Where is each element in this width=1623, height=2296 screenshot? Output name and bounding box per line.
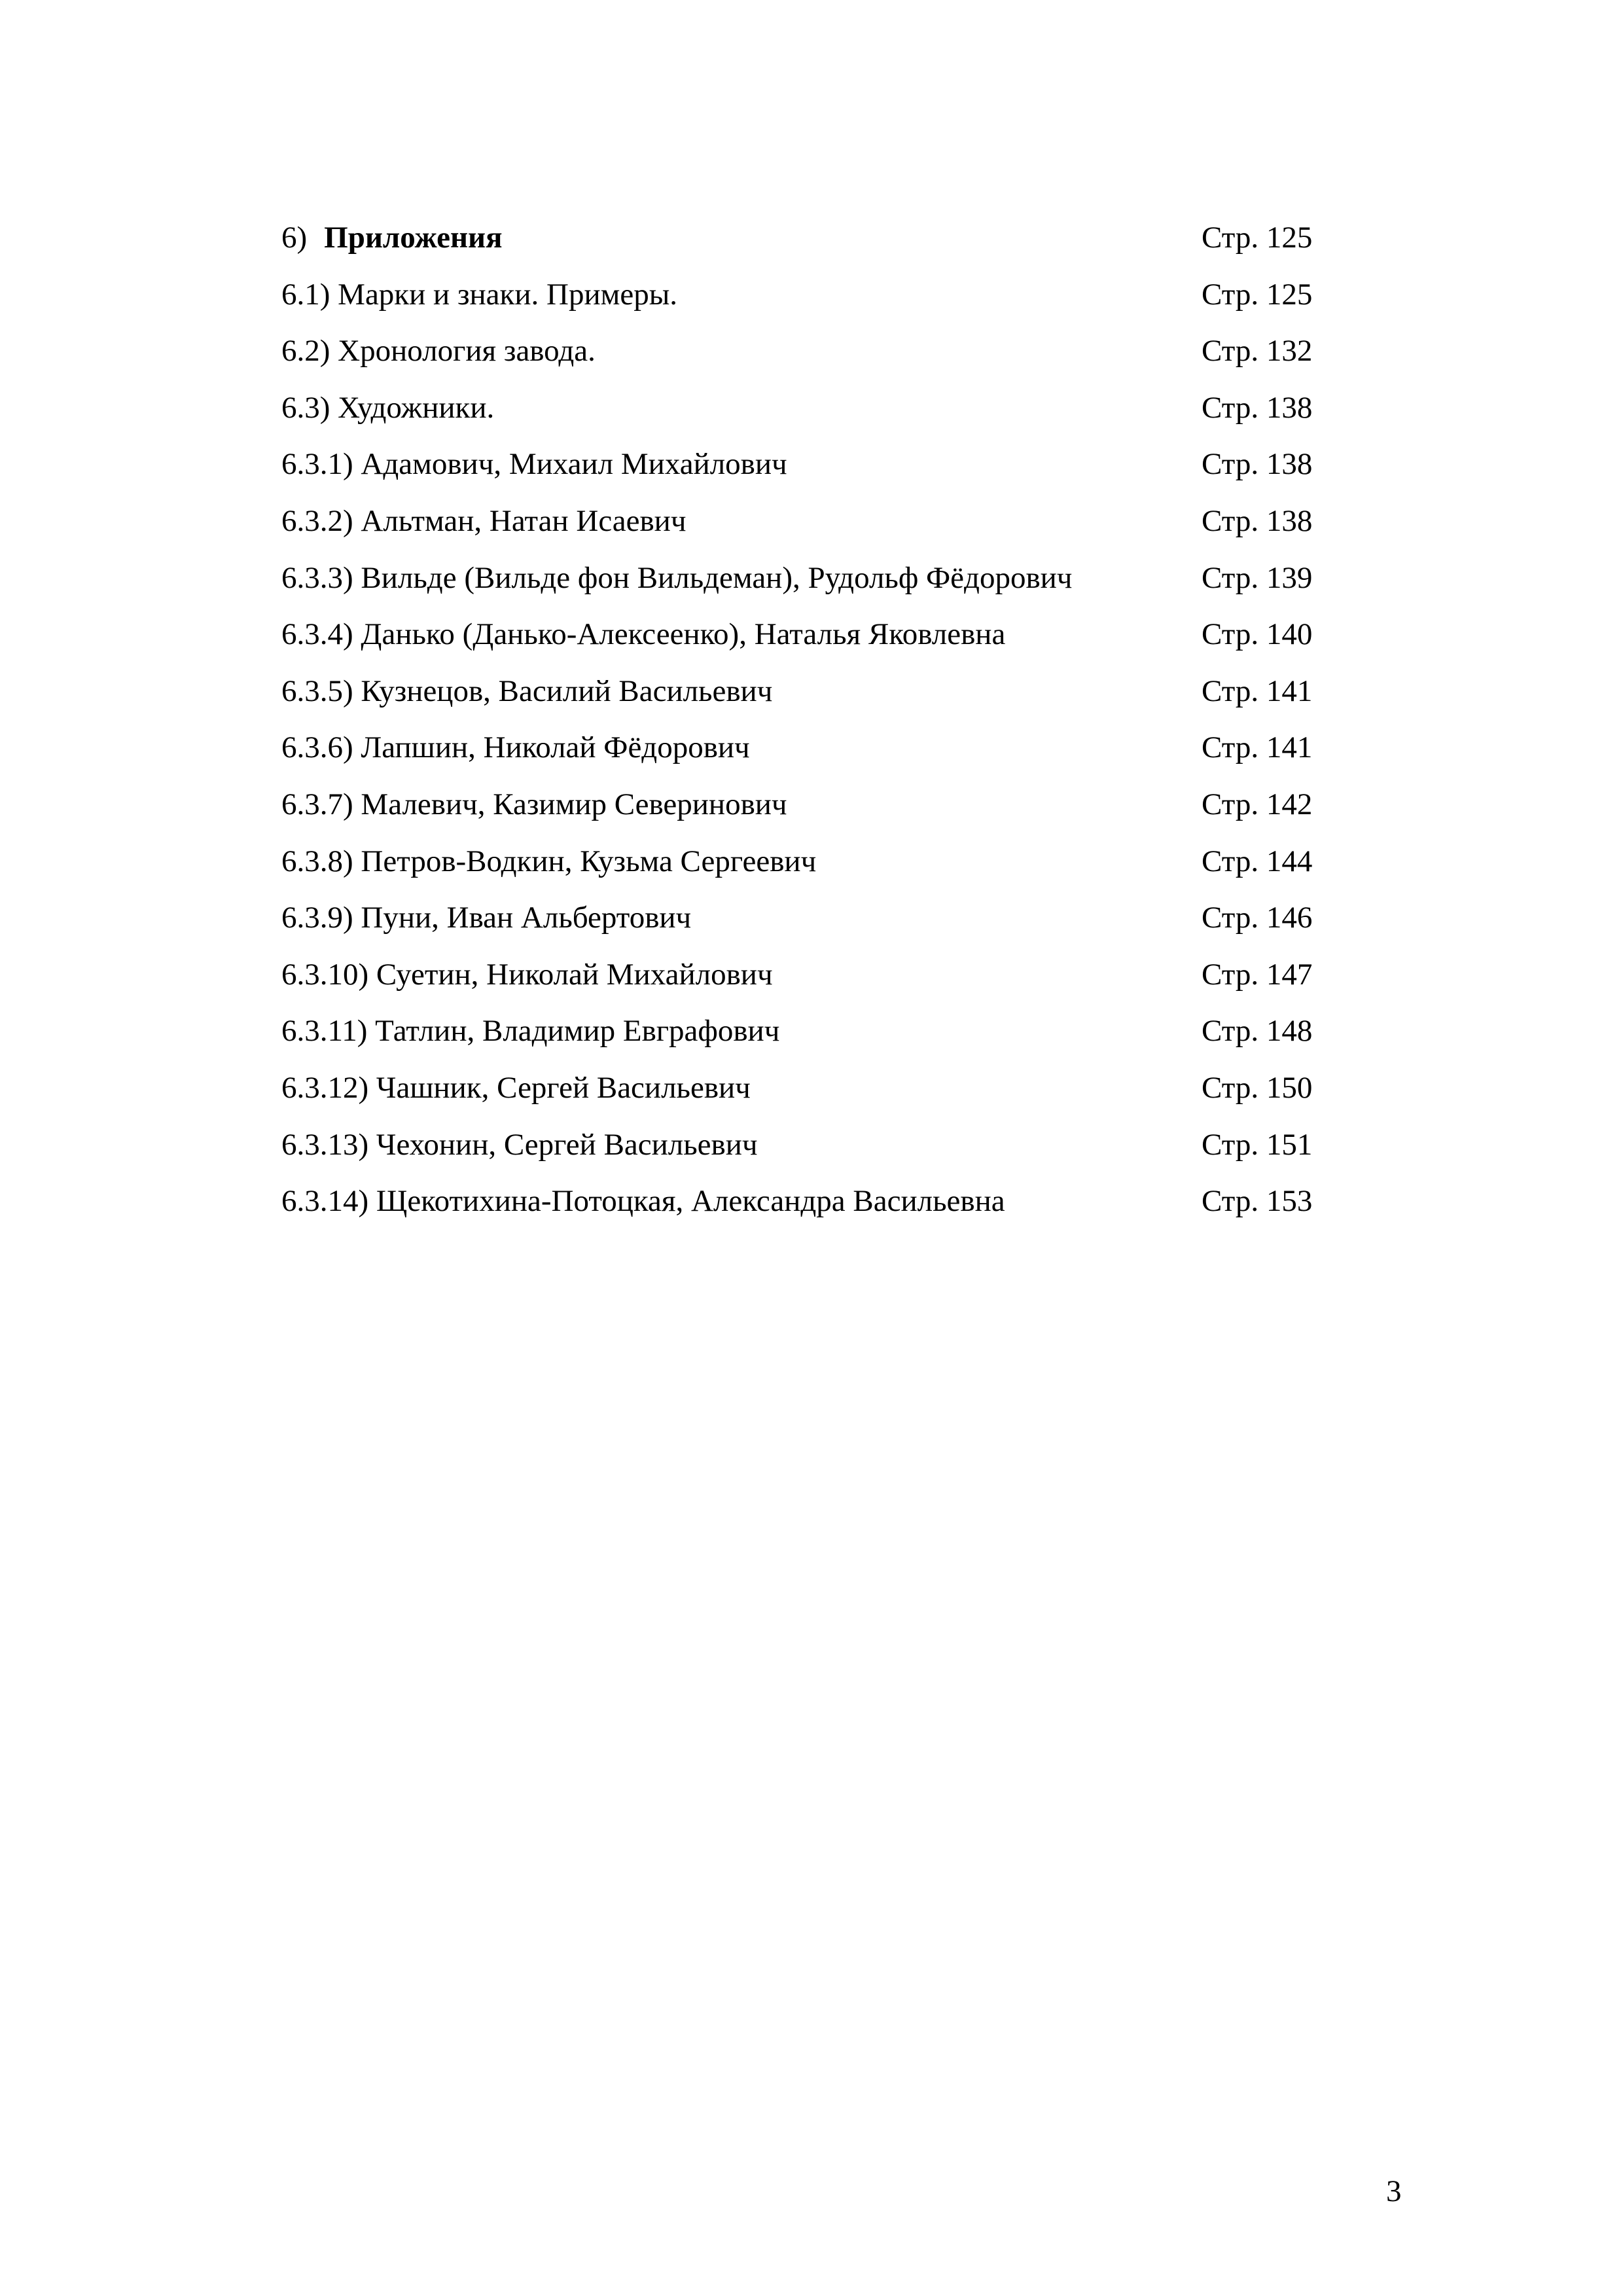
toc-entry-title <box>281 606 1005 663</box>
toc-entry-page: Стр. 138 <box>1202 447 1313 482</box>
toc-entry-title <box>281 889 691 946</box>
toc-entry-number: 6.3.4) <box>281 617 353 652</box>
toc-entry <box>281 380 1342 437</box>
toc-entry-title <box>281 776 787 833</box>
toc-entry <box>281 663 1342 720</box>
toc-entry-number: 6.3.6) <box>281 730 353 765</box>
toc-entry-page: Стр. 153 <box>1202 1184 1313 1219</box>
toc-entry <box>281 1003 1342 1060</box>
toc-entry-title <box>281 833 816 890</box>
toc-entry-page: Стр. 142 <box>1202 787 1313 821</box>
toc-entry-text: Петров-Водкин, Кузьма Сергеевич <box>361 844 817 878</box>
toc-entry-number: 6.3) <box>281 390 330 425</box>
toc-entry-title <box>281 1003 779 1060</box>
toc-entry-page: Стр. 150 <box>1202 1070 1313 1105</box>
toc-entry-page: Стр. 141 <box>1202 673 1313 708</box>
toc-entry-title <box>281 946 773 1003</box>
toc-entry-page: Стр. 146 <box>1202 901 1313 935</box>
toc-entry-text: Татлин, Владимир Евграфович <box>375 1014 780 1049</box>
toc-entry-number: 6) <box>281 221 308 255</box>
toc-entry-number: 6.3.13) <box>281 1127 369 1162</box>
toc-entry-title <box>281 719 750 776</box>
toc-entry-text: Суетин, Николай Михайлович <box>376 957 773 992</box>
toc-entry-page: Стр. 125 <box>1202 221 1313 255</box>
toc-entry-text: Кузнецов, Василий Васильевич <box>361 673 773 708</box>
toc-entry <box>281 1173 1342 1230</box>
toc-entry-title <box>281 550 1072 607</box>
toc-entry-title <box>281 436 787 493</box>
toc-entry-appendices <box>281 209 1342 266</box>
toc-entry-number: 6.3.5) <box>281 673 353 708</box>
toc-entry-title <box>281 266 677 323</box>
toc-entry <box>281 606 1342 663</box>
toc-entry-page: Стр. 151 <box>1202 1127 1313 1162</box>
toc-entry-number: 6.3.14) <box>281 1184 369 1219</box>
toc-entry-page: Стр. 147 <box>1202 957 1313 992</box>
toc-entry-number: 6.2) <box>281 334 330 368</box>
toc-entry-number: 6.3.3) <box>281 560 353 595</box>
toc-entry-text: Альтман, Натан Исаевич <box>361 503 687 538</box>
toc-entry-page: Стр. 138 <box>1202 503 1313 538</box>
toc-entry-text: Лапшин, Николай Фёдорович <box>361 730 750 765</box>
toc-entry-page: Стр. 141 <box>1202 730 1313 765</box>
toc-entry-page: Стр. 138 <box>1202 390 1313 425</box>
toc-entry-text: Малевич, Казимир Северинович <box>361 787 787 821</box>
toc-entry-title <box>281 209 503 266</box>
toc-entry <box>281 436 1342 493</box>
toc-entry-page: Стр. 140 <box>1202 617 1313 652</box>
toc-entry-title <box>281 1117 758 1174</box>
toc-entry-text: Марки и знаки. Примеры. <box>338 277 678 312</box>
toc-entry-page: Стр. 144 <box>1202 844 1313 878</box>
toc-entry-number: 6.3.9) <box>281 901 353 935</box>
toc-entry <box>281 719 1342 776</box>
toc-entry-number: 6.3.11) <box>281 1014 368 1049</box>
toc-entry <box>281 493 1342 550</box>
table-of-contents <box>281 209 1342 1230</box>
toc-entry <box>281 323 1342 380</box>
toc-entry-text: Чехонин, Сергей Васильевич <box>376 1127 758 1162</box>
toc-entry <box>281 946 1342 1003</box>
toc-entry-page: Стр. 125 <box>1202 277 1313 312</box>
toc-entry-text: Вильде (Вильде фон Вильдеман), Рудольф Фёдорович <box>361 560 1073 595</box>
toc-entry-page: Стр. 139 <box>1202 560 1313 595</box>
toc-entry-number: 6.3.7) <box>281 787 353 821</box>
toc-entry-title <box>281 1060 751 1117</box>
toc-entry <box>281 1060 1342 1117</box>
toc-entry-title <box>281 380 494 437</box>
toc-entry-text: Хронология завода. <box>338 334 596 368</box>
toc-entry-number: 6.3.10) <box>281 957 369 992</box>
toc-entry-number: 6.3.1) <box>281 447 353 482</box>
toc-entry-text: Щекотихина-Потоцкая, Александра Васильевна <box>376 1184 1005 1219</box>
toc-entry-title <box>281 323 596 380</box>
toc-entry <box>281 776 1342 833</box>
toc-entry-page: Стр. 148 <box>1202 1014 1313 1049</box>
toc-entry-text: Художники. <box>338 390 495 425</box>
toc-entry-number: 6.3.8) <box>281 844 353 878</box>
toc-entry-title <box>281 1173 1005 1230</box>
toc-entry <box>281 550 1342 607</box>
toc-entry <box>281 1117 1342 1174</box>
toc-entry-number: 6.3.2) <box>281 503 353 538</box>
toc-entry-title <box>281 663 772 720</box>
toc-entry <box>281 266 1342 323</box>
toc-entry-number: 6.1) <box>281 277 330 312</box>
toc-entry <box>281 833 1342 890</box>
toc-entry-text: Данько (Данько-Алексеенко), Наталья Яковлевна <box>361 617 1006 652</box>
toc-entry-text: Пуни, Иван Альбертович <box>361 901 692 935</box>
page-number: 3 <box>1386 2174 1402 2208</box>
toc-entry-number: 6.3.12) <box>281 1070 369 1105</box>
toc-entry <box>281 889 1342 946</box>
toc-entry-text: Приложения <box>324 221 503 255</box>
toc-entry-text: Адамович, Михаил Михайлович <box>361 447 787 482</box>
toc-entry-title <box>281 493 686 550</box>
toc-entry-page: Стр. 132 <box>1202 334 1313 368</box>
toc-entry-text: Чашник, Сергей Васильевич <box>376 1070 751 1105</box>
